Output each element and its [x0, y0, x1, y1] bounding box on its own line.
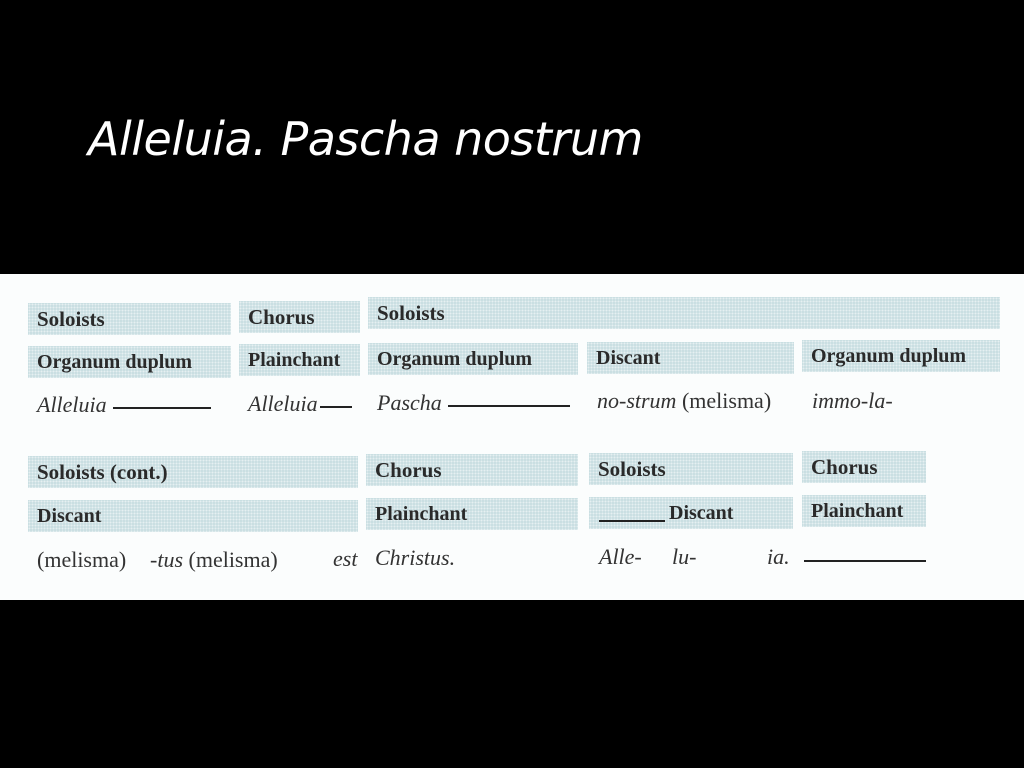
style-discant-3: Discant — [589, 497, 793, 529]
style-organum-duplum-2: Organum duplum — [368, 343, 578, 375]
performer-chorus-2: Chorus — [366, 454, 578, 486]
style-discant-1: Discant — [587, 342, 794, 374]
text-est: est — [333, 546, 358, 571]
text-immola: immo-la- — [812, 388, 893, 413]
performer-soloists-cont: Soloists (cont.) — [28, 456, 358, 488]
style-discant-2: Discant — [28, 500, 358, 532]
text-alleluia-2: Alleluia — [248, 391, 352, 417]
text-pascha: Pascha — [377, 390, 570, 416]
text-melisma-1: (melisma) — [37, 547, 127, 572]
slide-title: Alleluia. Pascha nostrum — [88, 112, 643, 166]
text-christus: Christus. — [375, 545, 456, 570]
performer-chorus-1: Chorus — [239, 301, 360, 333]
text-tus-melisma: -tus (melisma) — [150, 547, 278, 572]
text-nostrum: no-strum (melisma) — [597, 388, 772, 413]
text-lu: lu- — [672, 544, 697, 569]
performer-soloists-3: Soloists — [589, 453, 793, 485]
performer-soloists-2: Soloists — [368, 297, 1000, 329]
performer-soloists-1: Soloists — [28, 303, 231, 335]
style-plainchant-3: Plainchant — [802, 495, 926, 527]
style-plainchant-1: Plainchant — [239, 344, 360, 376]
text-final-rule — [804, 544, 926, 570]
style-organum-duplum-3: Organum duplum — [802, 340, 1000, 372]
text-ia: ia. — [767, 544, 790, 569]
text-alle: Alle- — [599, 544, 642, 569]
form-diagram — [0, 274, 1024, 600]
performer-chorus-3: Chorus — [802, 451, 926, 483]
style-organum-duplum-1: Organum duplum — [28, 346, 231, 378]
style-plainchant-2: Plainchant — [366, 498, 578, 530]
text-alleluia-1: Alleluia — [37, 392, 211, 418]
